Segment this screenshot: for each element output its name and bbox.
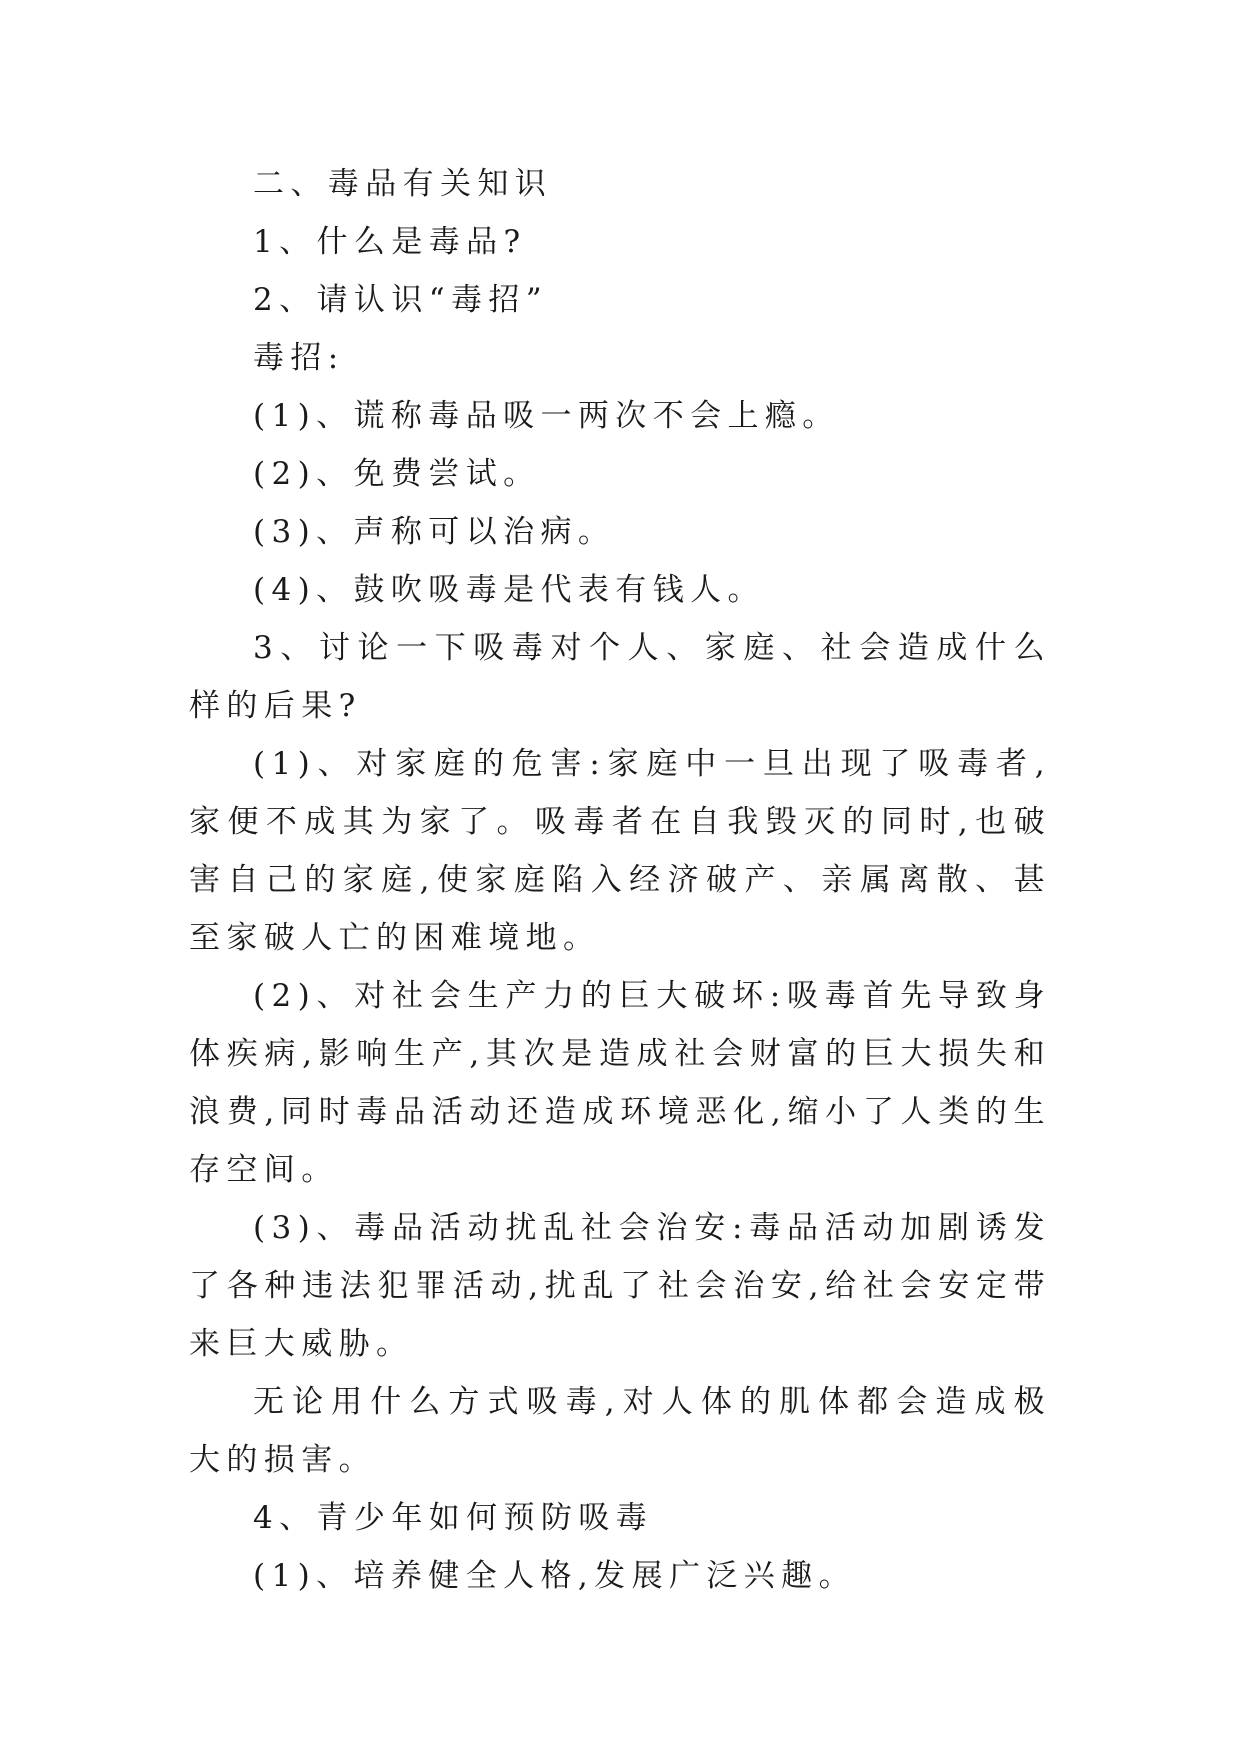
- harm-public-order-paragraph: (3)、毒品活动扰乱社会治安:毒品活动加剧诱发了各种违法犯罪活动,扰乱了社会治安,给社会安定带来巨大威胁。: [189, 1210, 1051, 1362]
- trick-item-2: (2)、免费尝试。: [253, 456, 541, 492]
- trick-item-3: (3)、声称可以治病。: [253, 514, 616, 550]
- trick-item-1: (1)、谎称毒品吸一两次不会上瘾。: [253, 398, 840, 434]
- harm-body-paragraph: 无论用什么方式吸毒,对人体的肌体都会造成极大的损害。: [189, 1384, 1051, 1478]
- tricks-label: 毒招:: [253, 340, 345, 376]
- harm-productivity-paragraph: (2)、对社会生产力的巨大破坏:吸毒首先导致身体疾病,影响生产,其次是造成社会财富的巨大损失和浪费,同时毒品活动还造成环境恶化,缩小了人类的生存空间。: [189, 978, 1051, 1188]
- question-prevention: 4、青少年如何预防吸毒: [253, 1500, 654, 1536]
- document-body: [189, 155, 1051, 1605]
- trick-item-4: (4)、鼓吹吸毒是代表有钱人。: [253, 572, 765, 608]
- question-discuss-consequences: 3、讨论一下吸毒对个人、家庭、社会造成什么样的后果?: [189, 630, 1051, 724]
- question-recognize-tricks: 2、请认识“毒招”: [253, 282, 549, 318]
- question-what-is-drug: 1、什么是毒品?: [253, 224, 527, 260]
- harm-family-paragraph: (1)、对家庭的危害:家庭中一旦出现了吸毒者,家便不成其为家了。吸毒者在自我毁灭的同时,也破害自己的家庭,使家庭陷入经济破产、亲属离散、甚至家破人亡的困难境地。: [189, 746, 1051, 956]
- prevention-item-1: (1)、培养健全人格,发展广泛兴趣。: [253, 1558, 856, 1594]
- section-heading: 二、毒品有关知识: [253, 166, 553, 202]
